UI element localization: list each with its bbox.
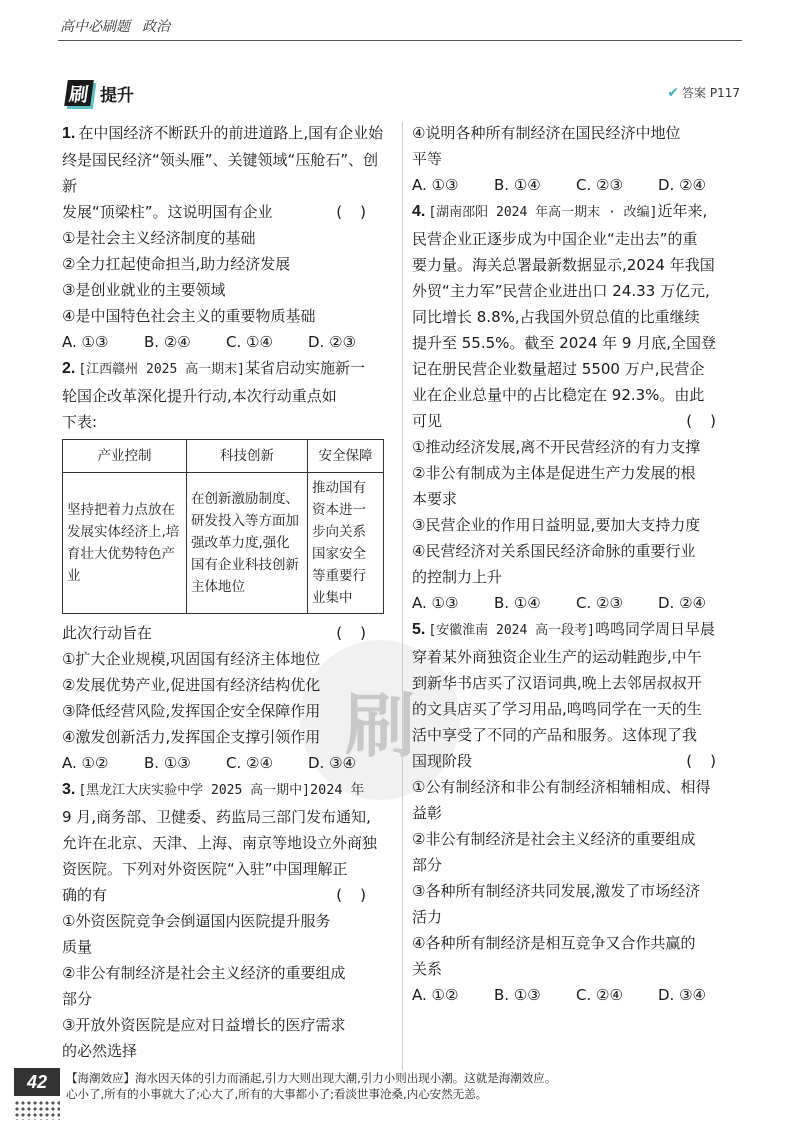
header-rule (58, 40, 742, 41)
question-5 (412, 616, 742, 1008)
question-text: 外贸“主力军”民营企业进出口 24.33 万亿元, (412, 282, 710, 300)
question-stem: 此次行动旨在 (62, 624, 153, 642)
choice-d[interactable]: D. ②④ (658, 594, 706, 612)
question-text: 某省启动实施新一 (244, 359, 365, 377)
statement-option: ①公有制经济和非公有制经济相辅相成、相得 (412, 778, 711, 796)
table-header: 产业控制 (63, 440, 187, 473)
answer-page: 答案 P117 (682, 86, 740, 100)
statement-option: ①是社会主义经济制度的基础 (62, 229, 256, 247)
statement-option: ④说明各种所有制经济在国民经济中地位 (412, 124, 681, 142)
left-column (62, 120, 392, 1064)
brand-logo-icon: 刷 (64, 80, 94, 106)
statement-option: 平等 (412, 150, 443, 168)
question-number: 4. (412, 203, 426, 220)
question-source: [黑龙江大庆实验中学 2025 高一期中] (78, 783, 310, 798)
running-header (60, 16, 182, 36)
question-text: 9 月,商务部、卫健委、药监局三部门发布通知, (62, 808, 371, 826)
choice-a[interactable]: A. ①③ (62, 333, 109, 351)
question-text: 可见 (412, 412, 443, 430)
question-text: 鸣鸣同学周日早晨 (594, 620, 715, 638)
statement-option: 本要求 (412, 490, 458, 508)
question-text: 在中国经济不断跃升的前进道路上,国有企业始 (78, 124, 384, 142)
section-title: 提升 (100, 85, 134, 106)
choice-b[interactable]: B. ②④ (144, 333, 191, 351)
question-text: 近年来, (657, 202, 708, 220)
statement-option: 的必然选择 (62, 1042, 138, 1060)
statement-option: ③降低经营风险,发挥国企安全保障作用 (62, 702, 321, 720)
statement-option: ②发展优势产业,促进国有经济结构优化 (62, 676, 321, 694)
question-number: 1. (62, 125, 76, 142)
page-number: 42 (14, 1068, 60, 1096)
answer-choices (62, 750, 392, 776)
choice-c[interactable]: C. ②③ (576, 594, 623, 612)
question-text: 国现阶段 (412, 752, 473, 770)
question-text: 发展“顶梁柱”。这说明国有企业 (62, 203, 273, 221)
statement-option: ①外资医院竞争会倒逼国内医院提升服务 (62, 912, 331, 930)
book-title: 高中必刷题 (60, 19, 130, 35)
right-column (412, 120, 742, 1008)
statement-option: ④民营经济对关系国民经济命脉的重要行业 (412, 542, 696, 560)
answer-choices (62, 329, 392, 355)
statement-option: ③是创业就业的主要领域 (62, 281, 226, 299)
choice-a[interactable]: A. ①② (62, 754, 109, 772)
statement-option: 活力 (412, 908, 443, 926)
statement-option: 质量 (62, 938, 93, 956)
statement-option: 的控制力上升 (412, 568, 503, 586)
choice-c[interactable]: C. ②④ (226, 754, 273, 772)
check-icon: ✔ (667, 84, 680, 101)
answer-blank[interactable]: () (336, 203, 384, 221)
question-3-continued (412, 120, 742, 198)
statement-option: ②非公有制经济是社会主义经济的重要组成 (412, 830, 696, 848)
statement-option: ①扩大企业规模,巩固国有经济主体地位 (62, 650, 321, 668)
watermark-stamp: 刷 (300, 640, 460, 800)
answer-blank[interactable]: () (336, 624, 384, 642)
statement-option: ④是中国特色社会主义的重要物质基础 (62, 307, 316, 325)
question-text: 2024 年 (309, 782, 365, 798)
question-2 (62, 355, 392, 776)
statement-option: ③开放外资医院是应对日益增长的医疗需求 (62, 1016, 346, 1034)
choice-c[interactable]: C. ②④ (576, 986, 623, 1004)
answer-choices (412, 982, 742, 1008)
statement-option: ②全力扛起使命担当,助力经济发展 (62, 255, 291, 273)
question-text: 穿着某外商独资企业生产的运动鞋跑步,中午 (412, 648, 702, 666)
question-number: 3. (62, 781, 76, 798)
statement-option: ④各种所有制经济是相互竞争又合作共赢的 (412, 934, 696, 952)
question-text: 资医院。下列对外资医院“入驻”中国理解正 (62, 860, 348, 878)
question-text: 民营企业正逐步成为中国企业“走出去”的重 (412, 230, 698, 248)
question-1 (62, 120, 392, 355)
choice-a[interactable]: A. ①③ (412, 176, 459, 194)
choice-c[interactable]: C. ①④ (226, 333, 273, 351)
question-text: 确的有 (62, 886, 108, 904)
page-footer (0, 1064, 800, 1130)
question-text: 活中享受了不同的产品和服务。这体现了我 (412, 726, 698, 744)
choice-a[interactable]: A. ①③ (412, 594, 459, 612)
choice-d[interactable]: D. ③④ (658, 986, 706, 1004)
table-cell: 坚持把着力点放在发展实体经济上,培育壮大优势特色产业 (63, 473, 187, 614)
statement-option: 关系 (412, 960, 443, 978)
choice-c[interactable]: C. ②③ (576, 176, 623, 194)
choice-d[interactable]: D. ②④ (658, 176, 706, 194)
question-number: 2. (62, 360, 76, 377)
answer-blank[interactable]: () (336, 886, 384, 904)
choice-a[interactable]: A. ①② (412, 986, 459, 1004)
choice-b[interactable]: B. ①③ (494, 986, 541, 1004)
choice-b[interactable]: B. ①④ (494, 594, 541, 612)
question-number: 5. (412, 621, 426, 638)
footer-quote (66, 1070, 556, 1102)
answer-choices (412, 590, 742, 616)
question-source: [安徽淮南 2024 高一段考] (428, 623, 595, 638)
choice-b[interactable]: B. ①④ (494, 176, 541, 194)
footer-line: 心小了,所有的小事就大了;心大了,所有的大事都小了;看淡世事沧桑,内心安然无恙。 (66, 1087, 488, 1101)
table-cell: 在创新激励制度、研发投入等方面加强改革力度,强化国有企业科技创新主体地位 (187, 473, 308, 614)
table-cell: 推动国有资本进一步向关系国家安全等重要行业集中 (308, 473, 384, 614)
question-source: [湖南邵阳 2024 年高一期末 · 改编] (428, 205, 658, 220)
question-4 (412, 198, 742, 616)
question-text: 记在册民营企业数量超过 5500 万户,民营企 (412, 360, 705, 378)
statement-option: ②非公有制成为主体是促进生产力发展的根 (412, 464, 696, 482)
answer-blank[interactable]: () (686, 752, 734, 770)
statement-option: 部分 (62, 990, 93, 1008)
choice-d[interactable]: D. ②③ (308, 333, 356, 351)
question-text: 要力量。海关总署最新数据显示,2024 年我国 (412, 256, 715, 274)
footer-line: 【海潮效应】海水因天体的引力而涌起,引力大则出现大潮,引力小则出现小潮。这就是海潮效应。 (66, 1071, 557, 1085)
statement-option: ③各种所有制经济共同发展,激发了市场经济 (412, 882, 701, 900)
subject-label: 政治 (142, 19, 170, 35)
question-text: 下表: (62, 413, 98, 431)
question-text: 同比增长 8.8%,占我国外贸总值的比重继续 (412, 308, 700, 326)
statement-option: 部分 (412, 856, 443, 874)
question-text: 提升至 55.5%。截至 2024 年 9 月底,全国登 (412, 334, 716, 352)
answer-blank[interactable]: () (686, 412, 734, 430)
question-text: 到新华书店买了汉语词典,晚上去邻居叔叔开 (412, 674, 702, 692)
table-header: 安全保障 (308, 440, 384, 473)
answer-reference (667, 84, 740, 101)
statement-option: ②非公有制经济是社会主义经济的重要组成 (62, 964, 346, 982)
question-text: 终是国民经济“领头雁”、关键领域“压舱石”、创新 (62, 151, 379, 195)
dot-pattern (14, 1100, 60, 1120)
column-divider (402, 122, 403, 1070)
reform-table (62, 439, 384, 614)
choice-b[interactable]: B. ①③ (144, 754, 191, 772)
section-brand (66, 80, 134, 106)
question-text: 业在企业总量中的占比稳定在 92.3%。由此 (412, 386, 705, 404)
choice-d[interactable]: D. ③④ (308, 754, 356, 772)
statement-option: ①推动经济发展,离不开民营经济的有力支撑 (412, 438, 701, 456)
question-source: [江西赣州 2025 高一期末] (78, 362, 245, 377)
statement-option: ③民营企业的作用日益明显,要加大支持力度 (412, 516, 701, 534)
question-text: 的文具店买了学习用品,鸣鸣同学在一天的生 (412, 700, 702, 718)
answer-choices (412, 172, 742, 198)
question-3 (62, 776, 392, 1064)
table-header: 科技创新 (187, 440, 308, 473)
question-text: 允许在北京、天津、上海、南京等地设立外商独 (62, 834, 378, 852)
question-text: 轮国企改革深化提升行动,本次行动重点如 (62, 387, 337, 405)
statement-option: ④激发创新活力,发挥国企支撑引领作用 (62, 728, 321, 746)
statement-option: 益彰 (412, 804, 443, 822)
